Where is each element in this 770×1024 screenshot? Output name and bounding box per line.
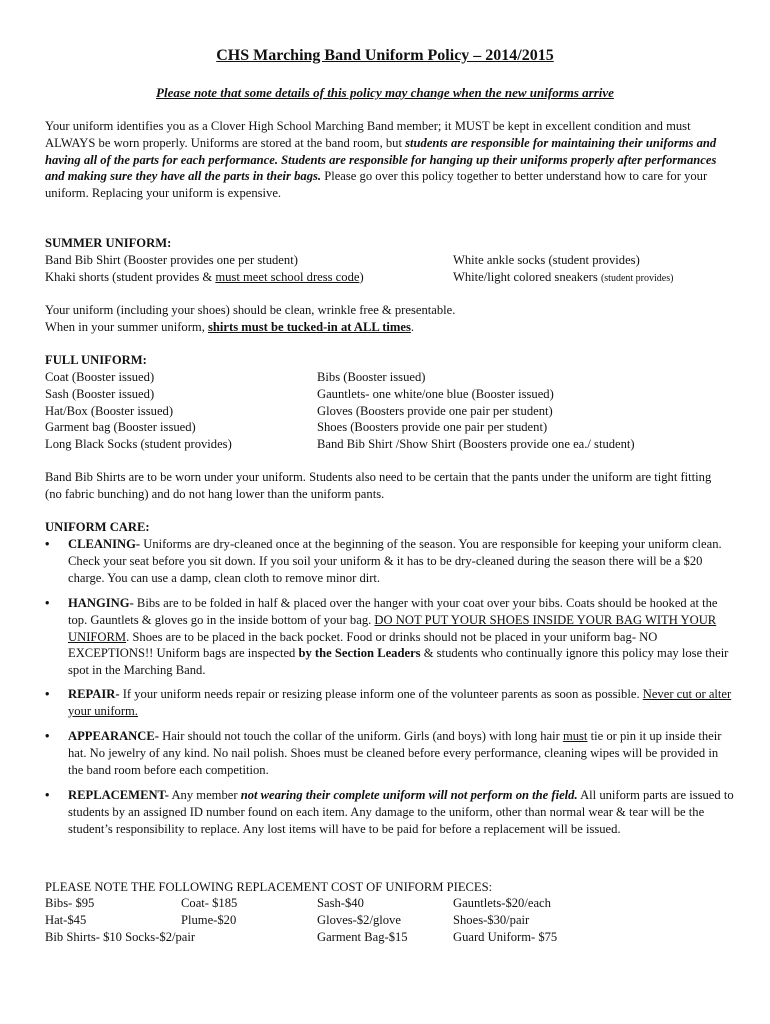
cost-cell: Coat- $185 — [181, 896, 238, 910]
costs-heading: PLEASE NOTE THE FOLLOWING REPLACEMENT COST OF UNIFORM PIECES: — [45, 880, 493, 894]
full-left-5: Long Black Socks (student provides) — [45, 437, 232, 451]
cost-cell: Gauntlets-$20/each — [453, 896, 551, 910]
bullet-icon: • — [45, 687, 50, 701]
care-repair: • REPAIR- If your uniform needs repair or resizing please inform one of the volunteer parents as soon as possible. Never cut or alter your uniform. — [45, 687, 732, 718]
care-hanging: • HANGING- Bibs are to be folded in half & placed over the hanger with your coat over your bibs. Coats should be hooked at the top. Gauntlets & gloves go in the inside bottom of your bag. DO NOT PUT YOUR SHOES INSIDE YOUR BAG WITH YOUR UNIFORM. Shoes are to be placed in the back pocket. Food or drinks should not be placed in your uniform bag- NO EXCEPTIONS!! Uniform bags are inspected by the Section Leaders & students who continually ignore this policy may lose their spot in the Marching Band. — [45, 596, 729, 678]
summer-item-4: White/light colored sneakers (student provides) — [453, 270, 674, 284]
full-right-1: Bibs (Booster issued) — [317, 370, 426, 384]
intro-paragraph — [45, 118, 730, 202]
care-replacement: • REPLACEMENT- Any member not wearing their complete uniform will not perform on the field. All uniform parts are issued to students by an assigned ID number found on each item. Any damage to the uniform, other than normal wear & tear will be the student’s responsibility to replace. Any lost items will have to be paid for before a replacement will be issued. — [45, 788, 734, 836]
cost-cell: Gloves-$2/glove — [317, 913, 401, 927]
bullet-icon: • — [45, 596, 50, 610]
page-subtitle: Please note that some details of this policy may change when the new uniforms arrive — [156, 85, 614, 100]
care-appearance: • APPEARANCE- Hair should not touch the collar of the uniform. Girls (and boys) with long hair must tie or pin it up inside their hat. No jewelry of any kind. No nail polish. Shoes must be cleaned before every performance, cleaning wipes will be provided in the band room before each competition. — [45, 729, 722, 777]
bullet-icon: • — [45, 788, 50, 802]
care-heading: UNIFORM CARE: — [45, 520, 150, 534]
summer-item-2: Khaki shorts (student provides & must meet school dress code) — [45, 270, 364, 284]
full-right-5: Band Bib Shirt /Show Shirt (Boosters provide one ea./ student) — [317, 437, 635, 451]
full-left-2: Sash (Booster issued) — [45, 387, 155, 401]
intro-emphasis: students are responsible for maintaining their uniforms and having all of the parts for each performance. Students are responsible for hanging up their uniforms properly after performances and making sure they have all the parts in their bags. — [45, 135, 717, 184]
cost-cell: Bibs- $95 — [45, 896, 95, 910]
full-note: Band Bib Shirts are to be worn under your uniform. Students also need to be certain that the pants under the uniform are tight fitting (no fabric bunching) and do not hang lower than the uniform pants. — [45, 470, 712, 501]
summer-note-2: When in your summer uniform, shirts must be tucked-in at ALL times. — [45, 320, 415, 334]
cost-cell: Hat-$45 — [45, 913, 87, 927]
full-right-3: Gloves (Boosters provide one pair per student) — [317, 404, 553, 418]
page-title: CHS Marching Band Uniform Policy – 2014/2015 — [216, 47, 554, 64]
summer-item-3: White ankle socks (student provides) — [453, 253, 640, 267]
full-right-2: Gauntlets- one white/one blue (Booster issued) — [317, 387, 554, 401]
full-right-4: Shoes (Boosters provide one pair per student) — [317, 420, 548, 434]
bullet-icon: • — [45, 537, 50, 551]
full-left-1: Coat (Booster issued) — [45, 370, 155, 384]
cost-cell: Guard Uniform- $75 — [453, 930, 558, 944]
full-left-4: Garment bag (Booster issued) — [45, 420, 196, 434]
cost-cell: Shoes-$30/pair — [453, 913, 530, 927]
cost-cell: Garment Bag-$15 — [317, 930, 408, 944]
cost-cell: Bib Shirts- $10 Socks-$2/pair — [45, 930, 196, 944]
full-left-3: Hat/Box (Booster issued) — [45, 404, 174, 418]
bullet-icon: • — [45, 729, 50, 743]
summer-note-1: Your uniform (including your shoes) should be clean, wrinkle free & presentable. — [45, 303, 456, 317]
full-heading: FULL UNIFORM: — [45, 353, 147, 367]
summer-item-1: Band Bib Shirt (Booster provides one per student) — [45, 253, 298, 267]
care-cleaning: • CLEANING- Uniforms are dry-cleaned once at the beginning of the season. You are responsible for keeping your uniform clean. Check your seat before you sit down. If you soil your uniform & it has to be dry-cleaned during the season there will be a $20 charge. You can use a damp, clean cloth to remove minor dirt. — [45, 537, 722, 585]
cost-cell: Plume-$20 — [181, 913, 237, 927]
intro-text-1: Your uniform identifies you as a Clover High School Marching Band member; it MUST be kept in excellent condition and must ALWAYS be worn properly. Uniforms are stored at the band room, but — [45, 119, 691, 150]
summer-heading: SUMMER UNIFORM: — [45, 236, 172, 250]
cost-cell: Sash-$40 — [317, 896, 364, 910]
intro-text-2: Please go over this policy together to better understand how to care for your uniform. Replacing your uniform is expensive. — [45, 169, 708, 201]
